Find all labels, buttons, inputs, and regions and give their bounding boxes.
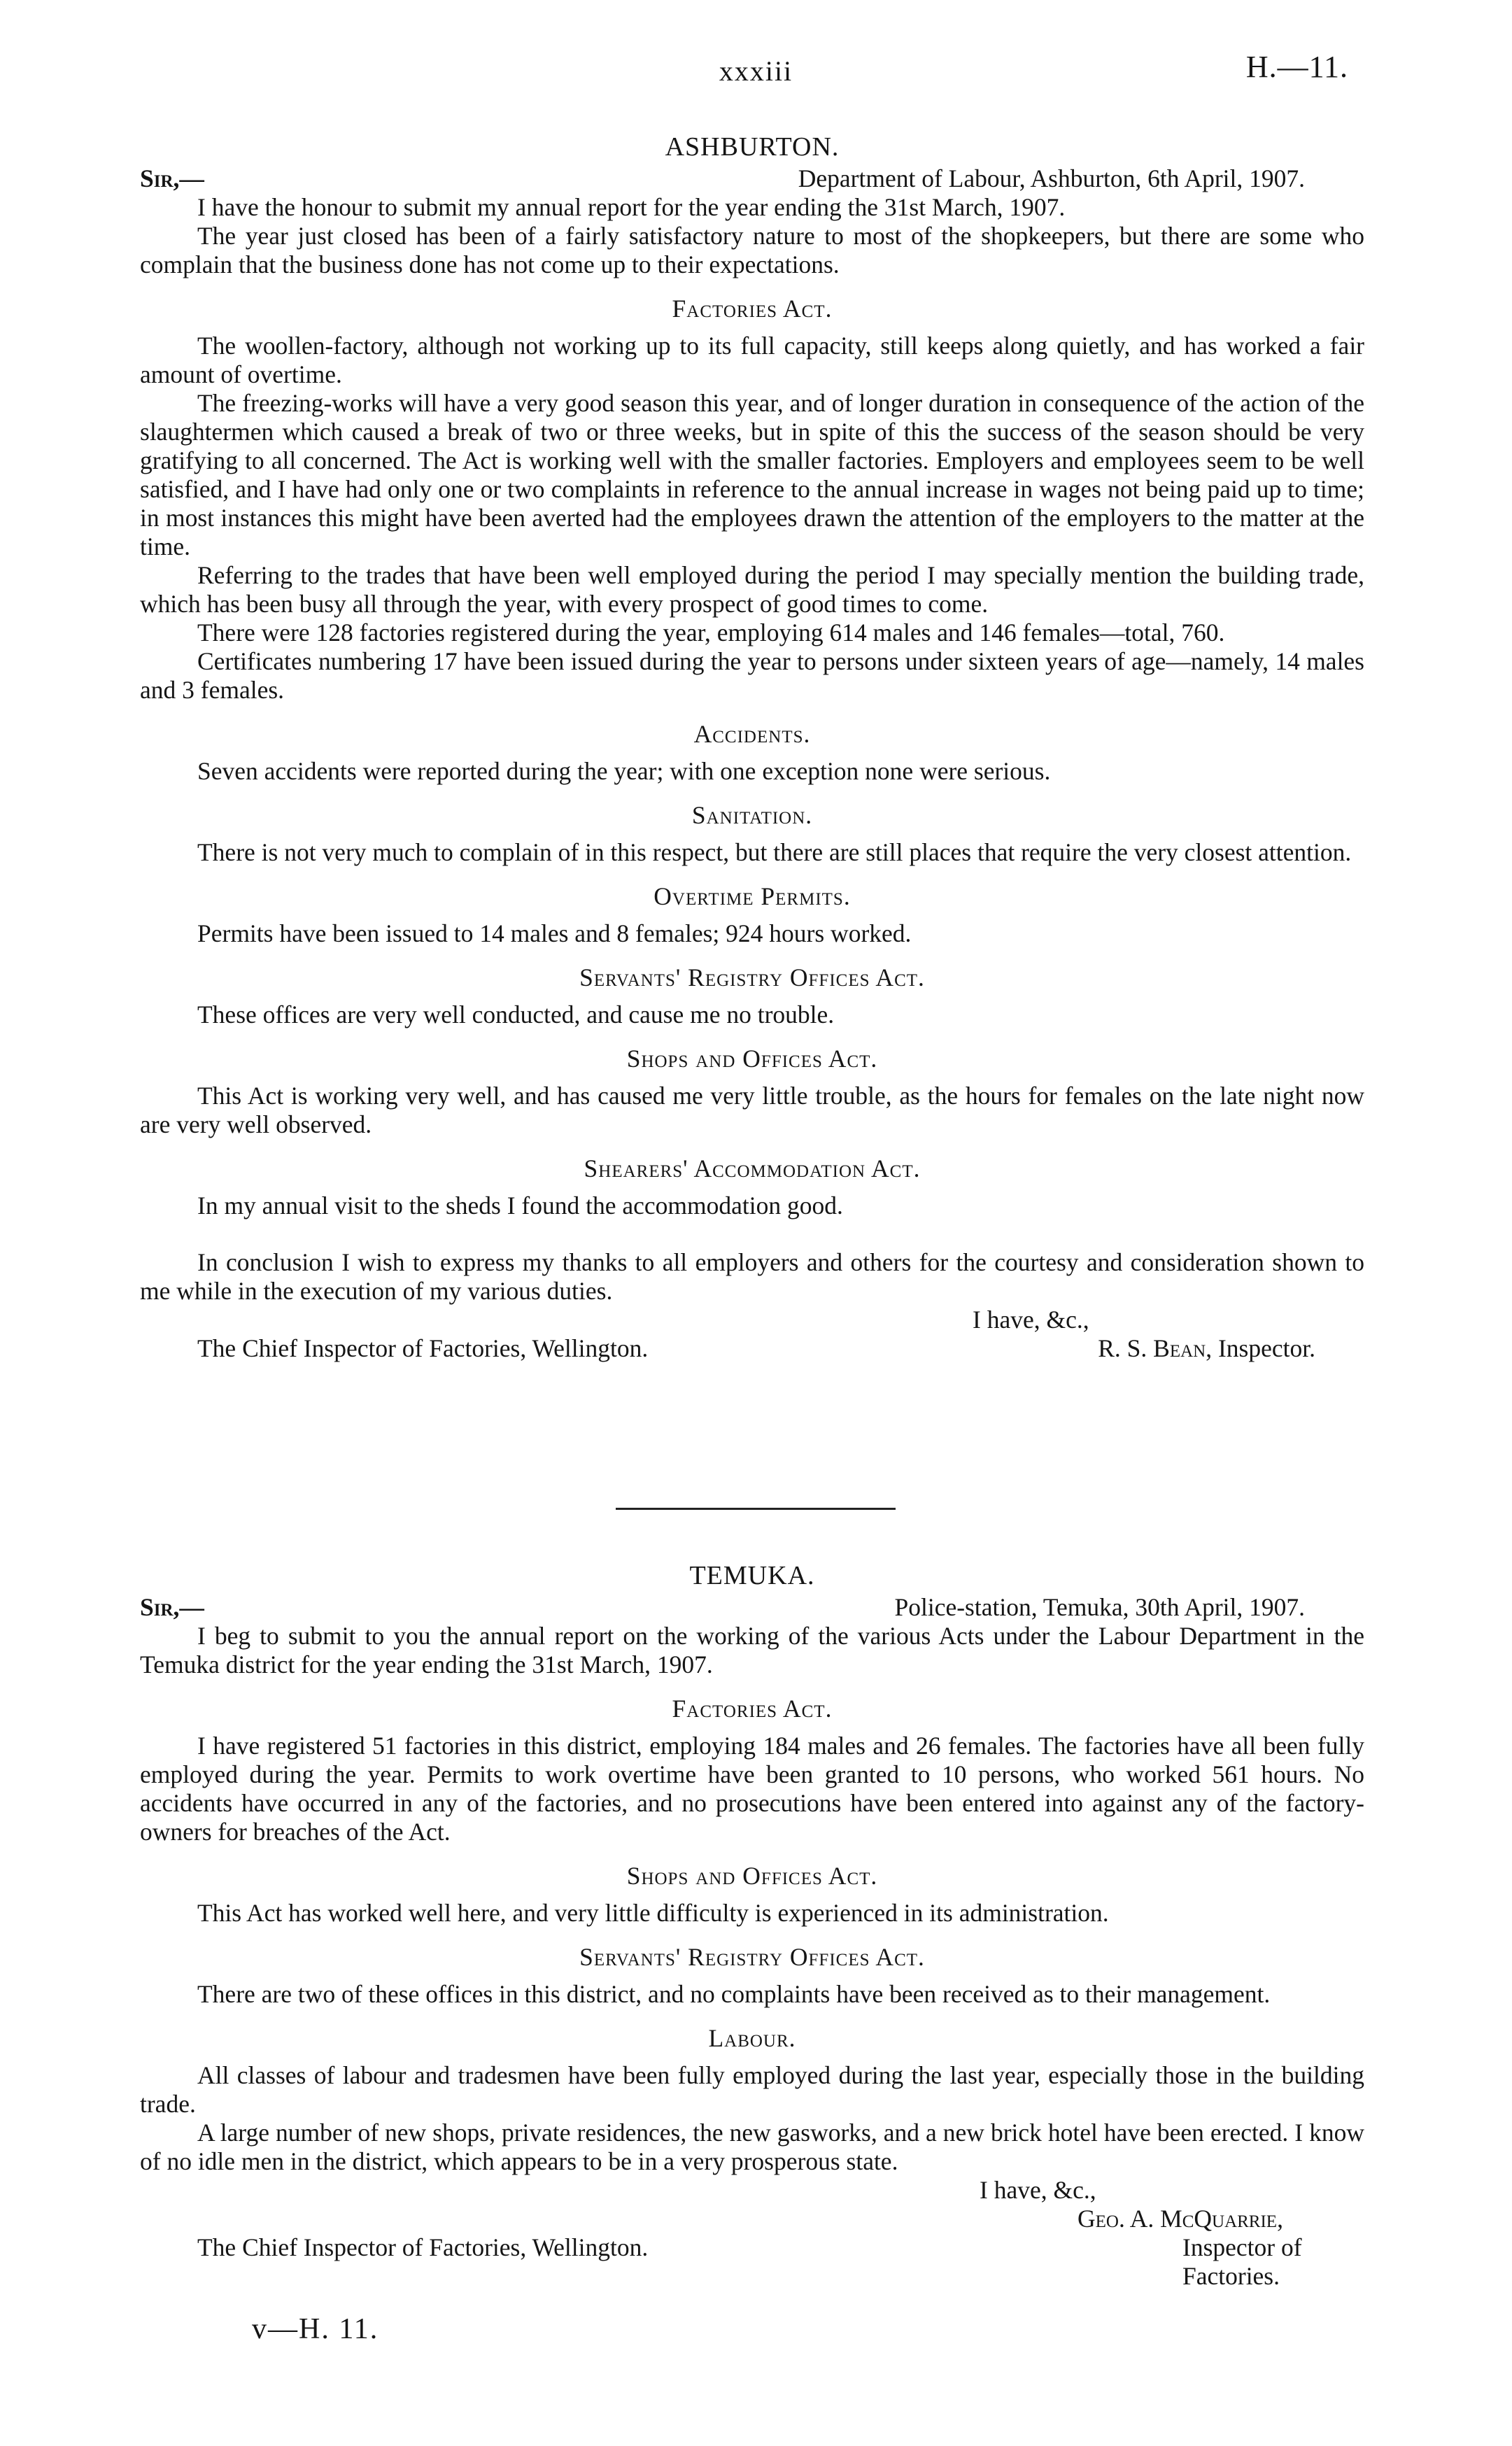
ashburton-factories-paragraph: There were 128 factories registered during the year, employing 614 males and 146 females—total, 760. (197, 618, 1225, 646)
ashburton-accidents-paragraph: Seven accidents were reported during the year; with one exception none were serious. (197, 757, 1051, 785)
temuka-shops-paragraph: This Act has worked well here, and very little difficulty is experienced in its administration. (197, 1899, 1109, 1927)
ashburton-heading-accidents: Accidents. (693, 720, 811, 748)
ashburton-dateline: Department of Labour, Ashburton, 6th April, 1907. (798, 164, 1305, 192)
page-number: xxxiii (719, 55, 793, 87)
temuka-labour-paragraph: All classes of labour and tradesmen have been fully employed during the last year, especially those in the building trade. (140, 2061, 1364, 2118)
ashburton-factories-paragraph: The woollen-factory, although not working up to its full capacity, still keeps along quietly, and has worked a fair amount of overtime. (140, 332, 1364, 388)
temuka-heading-factories-act: Factories Act. (672, 1695, 833, 1723)
ashburton-title: ASHBURTON. (665, 132, 840, 162)
ashburton-sanitation-paragraph: There is not very much to complain of in this respect, but there are still places that require the very closest attention. (197, 838, 1352, 866)
temuka-signature-title: Inspector of Factories. (1182, 2233, 1302, 2290)
printer-signature-mark: v—H. 11. (252, 2313, 379, 2345)
temuka-factories-paragraph: I have registered 51 factories in this district, employing 184 males and 26 females. The factories have all been fully employed during the year. Permits to work overtime have been granted to 10 persons, who worked 561 hours. No accidents have occurred in any of the factories, and no prosecutions have been entered into against any of the factory-owners for breaches of the Act. (140, 1732, 1364, 1846)
temuka-closing-block (140, 2176, 1364, 2290)
temuka-intro-paragraph: I beg to submit to you the annual report on the working of the various Acts under the Labour Department in the Temuka district for the year ending the 31st March, 1907. (140, 1622, 1364, 1678)
ashburton-heading-shops-offices: Shops and Offices Act. (626, 1045, 878, 1073)
ashburton-shops-paragraph: This Act is working very well, and has caused me very little trouble, as the hours for females on the late night now are very well observed. (140, 1082, 1364, 1138)
ashburton-heading-shearers-accommodation: Shearers' Accommodation Act. (584, 1154, 921, 1182)
ashburton-factories-paragraph: The freezing-works will have a very good season this year, and of longer duration in consequence of the action of the slaughtermen which caused a break of two or three weeks, but in spite of this the success of the season should be very gratifying to all concerned. The Act is working well with the smaller factories. Employers and employees seem to be well satisfied, and I have had only one or two complaints in reference to the annual increase in wages not being paid up to time; in most instances this might have been averted had the employees drawn the attention of the employers to the matter at the time. (140, 389, 1364, 560)
temuka-dateline: Police-station, Temuka, 30th April, 1907. (894, 1593, 1305, 1621)
ashburton-heading-overtime-permits: Overtime Permits. (653, 882, 851, 910)
temuka-signature-name: Geo. A. McQuarrie, (1078, 2205, 1283, 2233)
temuka-servants-paragraph: There are two of these offices in this district, and no complaints have been received as to their management. (197, 1980, 1271, 2008)
section-divider (616, 1508, 896, 1510)
temuka-labour-paragraph: A large number of new shops, private residences, the new gasworks, and a new brick hotel have been erected. I know of no idle men in the district, which appears to be in a very prosperous state. (140, 2119, 1364, 2175)
ashburton-servants-paragraph: These offices are very well conducted, and cause me no trouble. (197, 1001, 835, 1028)
temuka-heading-servants-registry: Servants' Registry Offices Act. (579, 1943, 925, 1971)
ashburton-salutation: Sir,— (140, 164, 204, 192)
temuka-salutation: Sir,— (140, 1593, 204, 1621)
ashburton-signature-name: R. S. Bean (1098, 1334, 1206, 1362)
ashburton-signature (1098, 1334, 1315, 1363)
ashburton-intro-paragraph: The year just closed has been of a fairly satisfactory nature to most of the shopkeepers, but there are some who complain that the business done has not come up to their expectations. (140, 222, 1364, 278)
ashburton-heading-factories-act: Factories Act. (672, 295, 833, 323)
ashburton-closing: I have, &c., (973, 1306, 1089, 1334)
ashburton-factories-paragraph: Certificates numbering 17 have been issued during the year to persons under sixteen years of age—namely, 14 males and 3 females. (140, 647, 1364, 704)
ashburton-shearers-paragraph: In my annual visit to the sheds I found the accommodation good. (197, 1192, 843, 1220)
temuka-heading-shops-offices: Shops and Offices Act. (626, 1862, 878, 1890)
ashburton-overtime-paragraph: Permits have been issued to 14 males and 8 females; 924 hours worked. (197, 919, 912, 947)
parliamentary-paper-reference: H.—11. (1245, 50, 1348, 84)
ashburton-addressee: The Chief Inspector of Factories, Wellington. (197, 1334, 649, 1362)
temuka-addressee: The Chief Inspector of Factories, Wellington. (197, 2233, 649, 2261)
temuka-salutation-row (140, 1593, 1364, 1622)
ashburton-conclusion-paragraph: In conclusion I wish to express my thanks to all employers and others for the courtesy and consideration shown to me while in the execution of my various duties. (140, 1248, 1364, 1305)
ashburton-factories-paragraph: Referring to the trades that have been well employed during the period I may specially mention the building trade, which has been busy all through the year, with every prospect of good times to come. (140, 561, 1364, 618)
ashburton-report (140, 133, 1364, 1363)
ashburton-salutation-row (140, 164, 1364, 193)
temuka-closing: I have, &c., (980, 2176, 1096, 2204)
ashburton-signature-title: , Inspector. (1206, 1334, 1315, 1362)
ashburton-heading-sanitation: Sanitation. (691, 801, 813, 829)
ashburton-closing-block (140, 1306, 1364, 1363)
temuka-report (140, 1561, 1364, 2290)
temuka-heading-labour: Labour. (708, 2024, 796, 2052)
temuka-title: TEMUKA. (689, 1561, 815, 1590)
ashburton-heading-servants-registry: Servants' Registry Offices Act. (579, 963, 925, 991)
ashburton-intro-paragraph: I have the honour to submit my annual report for the year ending the 31st March, 1907. (197, 193, 1066, 221)
